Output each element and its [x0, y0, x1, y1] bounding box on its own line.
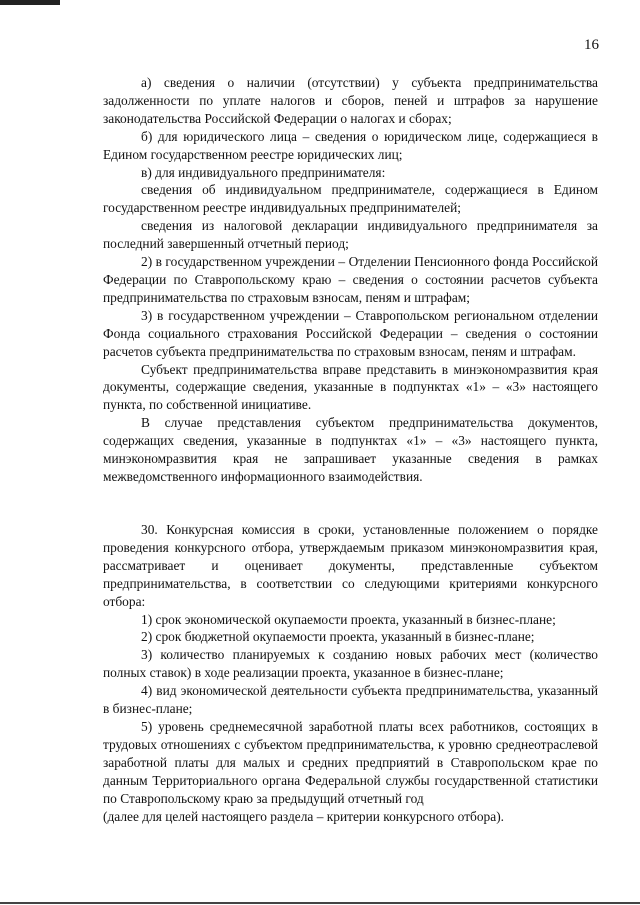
scan-artifact-bottom-line: [0, 902, 640, 904]
paragraph-no-request: В случае представления субъектом предпринимательства документов, содержащих сведения, указанные в подпунктах «1» – «3» настоящего пункта, минэкономразвития края не запрашивает указанные сведения в рамках межведомственного информационного взаимодействия.: [103, 415, 598, 484]
paragraph-30-intro: 30. Конкурсная комиссия в сроки, установленные положением о порядке проведения конкурсного отбора, утверждаемым приказом минэкономразвития края, рассматривает и оценивает документы, представленные субъектом предпринимательства, в соответствии со следующими критериями конкурсного отбора:: [103, 522, 598, 609]
criterion-4: 4) вид экономической деятельности субъекта предпринимательства, указанный в бизнес-плане;: [103, 683, 598, 717]
paragraph-item-v: в) для индивидуального предпринимателя:: [141, 164, 386, 180]
paragraph-egrip-info: сведения об индивидуальном предпринимателе, содержащиеся в Едином государственном реестре индивидуальных предпринимателей;: [103, 182, 598, 216]
criterion-1: 1) срок экономической окупаемости проекта, указанный в бизнес-плане;: [141, 611, 556, 627]
paragraph-tax-declaration: сведения из налоговой декларации индивидуального предпринимателя за последний завершенный отчетный период;: [103, 218, 598, 252]
criterion-3: 3) количество планируемых к созданию новых рабочих мест (количество полных ставок) в ходе реализации проекта, указанное в бизнес-плане;: [103, 647, 598, 681]
criterion-5: 5) уровень среднемесячной заработной платы всех работников, состоящих в трудовых отношениях с субъектом предпринимательства, к уровню среднеотраслевой заработной платы для малых и средних предприятий в Ставропольском крае по данным Территориального органа Федеральной службы государственной статистики по Ставропольскому краю за предыдущий отчетный год: [103, 718, 598, 806]
closing-line: (далее для целей настоящего раздела – критерии конкурсного отбора).: [103, 808, 505, 824]
paragraph-item-3-social-insurance: 3) в государственном учреждении – Ставропольском региональном отделении Фонда социального страхования Российской Федерации – сведения о состоянии расчетов субъекта предпринимательства по страховым взносам, пеням и штрафам.: [103, 307, 598, 359]
page-number: 16: [584, 37, 599, 53]
paragraph-item-b: б) для юридического лица – сведения о юридическом лице, содержащиеся в Едином государственном реестре юридических лиц;: [103, 128, 598, 162]
paragraph-own-initiative: Субъект предпринимательства вправе представить в минэкономразвития края документы, содержащие сведения, указанные в подпунктах «1» – «3» настоящего пункта, по собственной инициативе.: [103, 361, 598, 413]
paragraph-item-a: а) сведения о наличии (отсутствии) у субъекта предпринимательства задолженности по уплате налогов и сборов, пеней и штрафов за нарушение законодательства Российской Федерации о налогах и сборах;: [103, 75, 598, 126]
scan-artifact-top-line: [0, 0, 60, 5]
text-block-requested-documents: [103, 74, 598, 486]
criterion-2: 2) срок бюджетной окупаемости проекта, указанный в бизнес-плане;: [141, 629, 535, 645]
paragraph-item-2-pension-fund: 2) в государственном учреждении – Отделении Пенсионного фонда Российской Федерации по Ставропольскому краю – сведения о состоянии расчетов субъекта предпринимательства по страховым взносам, пеням и штрафам;: [103, 254, 598, 305]
text-block-section-30: [103, 521, 598, 825]
